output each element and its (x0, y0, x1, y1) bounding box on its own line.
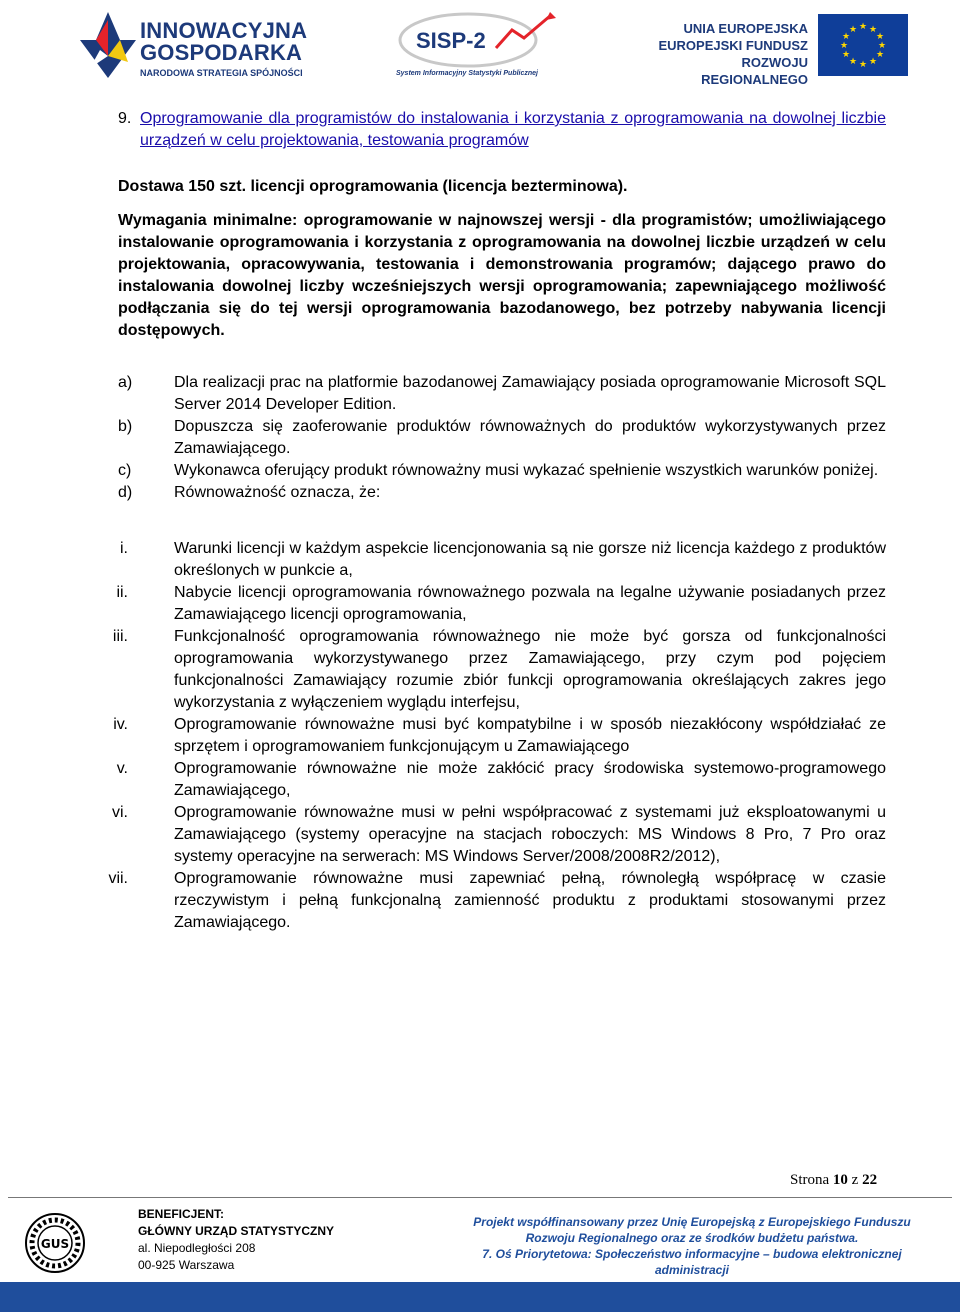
section-heading (118, 108, 886, 152)
list-item: iv. Oprogramowanie równoważne musi być kompatybilne i w sposób niezakłócony współdziałać ze sprzętem i oprogramowaniem funkcjonującym u Zamawiającego (113, 716, 886, 755)
svg-text:★: ★ (875, 50, 885, 60)
conditions-list (108, 538, 886, 934)
svg-text:★: ★ (839, 41, 849, 51)
svg-text:★: ★ (848, 57, 858, 67)
footer-divider (8, 1197, 952, 1198)
page-number: Strona 10 z 22 (790, 1172, 878, 1188)
gus-emblem-icon (24, 1212, 86, 1274)
list-item: iii. Funkcjonalność oprogramowania równoważnego nie może być gorsza od funkcjonalności oprogramowania wykorzystywanego przez Zamawiającego, przy czym pod pojęciem funkcjonalności Zamawiający rozumie zbiór funkcji oprogramowania określających zakres jego wykorzystania z wyłączeniem wyglądu interfejsu, (112, 628, 886, 711)
section-title-link[interactable]: Oprogramowanie dla programistów do instalowania i korzystania z oprogramowania na dowolnej liczbie urządzeń w celu projektowania, testowania programów (140, 110, 886, 149)
svg-text:★: ★ (868, 25, 878, 35)
requirements-paragraph: Wymagania minimalne: oprogramowanie w najnowszej wersji - dla programistów; umożliwiającego instalowanie oprogramowania i korzystania z oprogramowania na dowolnej liczbie urządzeń w celu projektowania, opracowywania, testowania i demonstrowania programów; dającego prawo do instalowania dowolnej liczby wcześniejszych wersji oprogramowania; zapewniającego możliwość podłączania się do tej wersji oprogramowania bazodanowego, bez potrzeby nabywania licencji dostępowych. (118, 212, 886, 339)
ig-line2: GOSPODARKA (140, 40, 303, 65)
ig-emblem-icon (78, 10, 138, 80)
eu-logo (640, 14, 908, 87)
sisp-2-logo (388, 8, 560, 86)
svg-text:★: ★ (868, 57, 878, 67)
svg-text:★: ★ (875, 32, 885, 42)
list-item: d) Równoważność oznacza, że: (118, 484, 381, 501)
list-item: vi. Oprogramowanie równoważne musi w pełni współpracować z systemami już eksploatowanymi u Zamawiającego (systemy operacyjne na stacjach roboczych: MS Windows 8 Pro, 7 Pro oraz systemy operacyjne na serwerach: MS Windows Server/2008/2008R2/2012), (112, 804, 886, 865)
beneficiary-label: BENEFICJENT: (138, 1207, 225, 1221)
list-item: c) Wykonawca oferujący produkt równoważny musi wykazać spełnienie wszystkich warunków poniżej. (118, 462, 879, 479)
list-item: b) Dopuszcza się zaoferowanie produktów równoważnych do produktów wykorzystywanych przez Zamawiającego. (118, 418, 886, 457)
svg-text:★: ★ (848, 25, 858, 35)
eu-line1: UNIA EUROPEJSKA (683, 21, 808, 36)
svg-text:★: ★ (841, 32, 851, 42)
svg-text:★: ★ (877, 41, 887, 51)
beneficiary-name: GŁÓWNY URZĄD STATYSTYCZNY (138, 1224, 334, 1238)
project-note: Projekt współfinansowany przez Unię Europejską z Europejskiego Funduszu Rozwoju Regionalnego oraz ze środków budżetu państwa. 7. Oś Priorytetowa: Społeczeństwo informacyjne – budowa elektronicznej administracji (473, 1215, 911, 1277)
svg-text:★: ★ (858, 60, 868, 70)
items-list (118, 372, 886, 504)
footer-color-bar (0, 1282, 960, 1312)
innowacyjna-gospodarka-logo (78, 10, 308, 80)
section-number: 9. (118, 110, 132, 127)
eu-line2: EUROPEJSKI FUNDUSZ (658, 38, 808, 53)
sisp-subtitle: System Informacyjny Statystyki Publicznej (396, 70, 538, 77)
list-item: v. Oprogramowanie równoważne nie może zakłócić pracy środowiska systemowo-programowego Zamawiającego, (116, 760, 886, 799)
svg-text:★: ★ (858, 22, 868, 32)
document-body (108, 108, 886, 934)
list-item: a) Dla realizacji prac na platformie bazodanowej Zamawiający posiada oprogramowanie Microsoft SQL Server 2014 Developer Edition. (118, 374, 886, 413)
sisp-title: SISP-2 (416, 28, 486, 53)
svg-text:★: ★ (841, 50, 851, 60)
svg-text:GUS: GUS (40, 1237, 70, 1251)
eu-line3: ROZWOJU REGIONALNEGO (701, 55, 808, 87)
ig-subtitle: NARODOWA STRATEGIA SPÓJNOŚCI (140, 68, 303, 78)
beneficiary-address-2: 00-925 Warszawa (138, 1258, 235, 1272)
delivery-line: Dostawa 150 szt. licencji oprogramowania (licencja bezterminowa). (118, 178, 628, 195)
list-item: i. Warunki licencji w każdym aspekcie licencjonowania są nie gorsze niż licencja każdego z produktów określonych w punkcie a, (120, 540, 886, 579)
list-item: vii. Oprogramowanie równoważne musi zapewniać pełną, równoległą współpracę w czasie rzeczywistym i pełną funkcjonalną zamienność produktu z produktami stosowanymi przez Zamawiającego. (108, 870, 886, 931)
beneficiary-address-1: al. Niepodległości 208 (138, 1241, 256, 1255)
gus-logo (24, 1212, 86, 1274)
ig-line1: INNOWACYJNA (140, 18, 308, 43)
list-item: ii. Nabycie licencji oprogramowania równoważnego pozwala na legalne używanie posiadanych przez Zamawiającego licencji oprogramowania, (116, 584, 886, 623)
beneficiary-block (138, 1206, 334, 1274)
eu-flag-icon (818, 14, 908, 76)
